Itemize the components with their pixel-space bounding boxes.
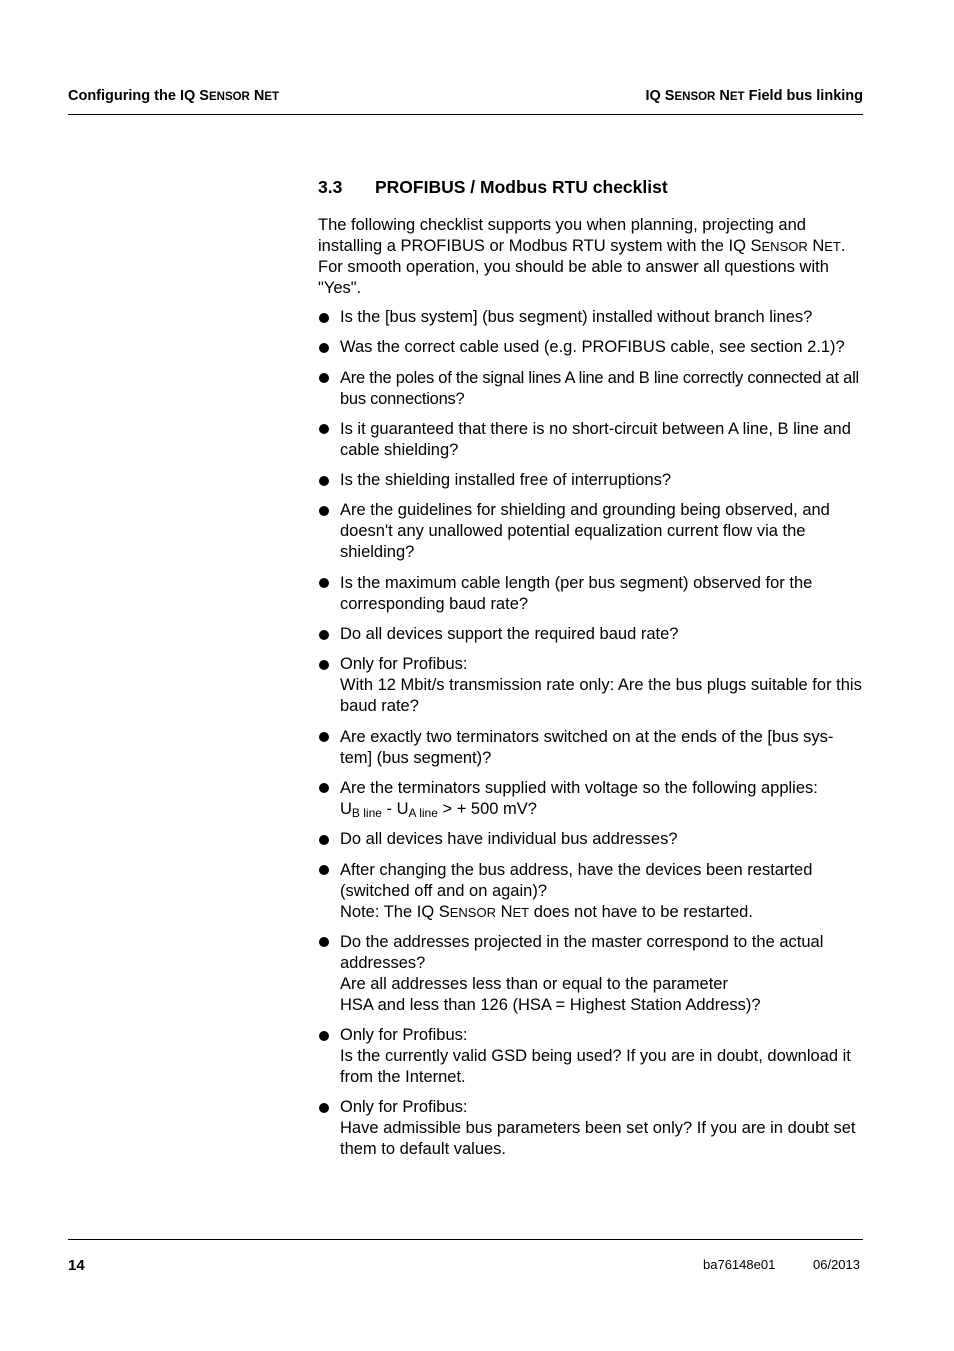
checklist — [318, 307, 866, 1160]
note-smallcaps-2: ET — [512, 904, 530, 920]
checklist-item-text-3: HSA and less than 126 (HSA = Highest Station Address)? — [340, 995, 761, 1014]
checklist-item — [318, 1097, 866, 1160]
checklist-item — [318, 307, 866, 328]
checklist-item — [318, 337, 866, 358]
intro-smallcaps-1: ENSOR — [761, 239, 808, 254]
page-number: 14 — [68, 1257, 85, 1274]
section-number: 3.3 — [318, 177, 343, 197]
checklist-item-text: After changing the bus address, have the devices been restarted (switched off and on again)? — [340, 860, 813, 900]
bullet-icon — [319, 937, 329, 947]
checklist-item-label: Only for Profibus: — [340, 1026, 468, 1045]
checklist-item-text: Are the guidelines for shielding and grounding being observed, and doesn't any unallowed potential equalization current flow via the shielding? — [340, 501, 830, 562]
bullet-icon — [319, 476, 329, 486]
bullet-icon — [319, 1031, 329, 1041]
bullet-icon — [319, 578, 329, 588]
bullet-icon — [319, 373, 329, 383]
bullet-icon — [319, 732, 329, 742]
checklist-item — [318, 1025, 866, 1088]
intro-text-2: N — [807, 237, 825, 255]
intro-paragraph — [318, 215, 866, 299]
checklist-item — [318, 573, 866, 615]
formula-u-b: U — [340, 799, 352, 818]
checklist-item — [318, 624, 866, 645]
running-header-right — [645, 87, 863, 106]
note-smallcaps-1: ENSOR — [449, 904, 496, 920]
checklist-item — [318, 932, 866, 1016]
header-left-mid: N — [249, 88, 265, 104]
checklist-item-text: With 12 Mbit/s transmission rate only: Are the bus plugs suitable for this baud rate? — [340, 676, 862, 716]
checklist-item-text: Are the terminators supplied with voltage so the following applies: — [340, 778, 818, 797]
header-rule — [68, 114, 863, 115]
intro-smallcaps-2: ET — [824, 239, 841, 254]
running-header-left — [68, 87, 279, 106]
note-mid: N — [495, 902, 513, 921]
checklist-item-text: Is the [bus system] (bus segment) installed without branch lines? — [340, 308, 813, 326]
note-prefix: Note: The IQ S — [340, 902, 450, 921]
bullet-icon — [319, 865, 329, 875]
checklist-item-label: Only for Profibus: — [340, 1098, 468, 1117]
bullet-icon — [319, 1103, 329, 1113]
checklist-item — [318, 829, 866, 850]
checklist-item-text: Are exactly two terminators switched on at the ends of the [bus sys- — [340, 727, 834, 746]
checklist-item-text: Do all devices have individual bus addresses? — [340, 830, 678, 849]
header-right-mid: N — [715, 88, 730, 104]
intro-text-3: . For smooth operation, you should be able to answer all questions with "Yes". — [318, 237, 846, 297]
checklist-item-text: Are the poles of the signal lines A line and B line correctly connected at all bus connections? — [340, 368, 859, 408]
bullet-icon — [319, 506, 329, 516]
bullet-icon — [319, 343, 329, 353]
bullet-icon — [319, 630, 329, 640]
checklist-item-text: Do all devices support the required baud rate? — [340, 625, 679, 644]
formula-end: > + 500 mV? — [437, 799, 537, 818]
bullet-icon — [319, 424, 329, 434]
checklist-item-text: Was the correct cable used (e.g. PROFIBUS cable, see section 2.1)? — [340, 338, 845, 357]
checklist-item — [318, 727, 866, 769]
checklist-item-text-2: Are all addresses less than or equal to the parameter — [340, 974, 728, 993]
checklist-item-text: Do the addresses projected in the master correspond to the actual addresses? — [340, 932, 824, 972]
restart-note — [340, 903, 753, 921]
checklist-item-text: Is the currently valid GSD being used? If you are in doubt, download it from the Internet. — [340, 1047, 851, 1087]
checklist-item — [318, 500, 866, 563]
document-date: 06/2013 — [813, 1257, 860, 1272]
bullet-icon — [319, 783, 329, 793]
checklist-item — [318, 778, 866, 820]
bullet-icon — [319, 313, 329, 323]
section-title: PROFIBUS / Modbus RTU checklist — [375, 177, 668, 197]
section-body — [318, 215, 866, 1170]
checklist-item-text: Is it guaranteed that there is no short-circuit between A line, B line and cable shielding? — [340, 419, 851, 459]
header-left-smallcaps-1: ENSOR — [208, 91, 250, 103]
document-code: ba76148e01 — [703, 1257, 776, 1272]
intro-text-1: The following checklist supports you when planning, projecting and installing a PROFIBUS or Modbus RTU system with the IQ S — [318, 216, 806, 255]
bullet-icon — [319, 835, 329, 845]
section-heading — [318, 177, 668, 198]
footer-rule — [68, 1239, 863, 1240]
formula-sub-b-line: B line — [351, 805, 382, 820]
checklist-item-text-continued: tem] (bus segment)? — [340, 748, 492, 767]
checklist-item — [318, 419, 866, 461]
bullet-icon — [319, 660, 329, 670]
header-right-smallcaps-2: ET — [729, 91, 745, 103]
checklist-item-text: Is the shielding installed free of interruptions? — [340, 471, 672, 490]
checklist-item-text: Have admissible bus parameters been set only? If you are in doubt set them to default values. — [340, 1119, 856, 1159]
checklist-item-label: Only for Profibus: — [340, 655, 468, 674]
header-right-suffix: Field bus linking — [744, 88, 863, 104]
checklist-item — [318, 368, 866, 410]
header-right-smallcaps-1: ENSOR — [674, 91, 716, 103]
header-right-prefix: IQ S — [645, 88, 675, 104]
formula-sub-a-line: A line — [408, 805, 438, 820]
checklist-item-text: Is the maximum cable length (per bus segment) observed for the corresponding baud rate? — [340, 573, 813, 613]
formula-minus-u: - U — [381, 799, 409, 818]
checklist-item — [318, 654, 866, 717]
note-suffix: does not have to be restarted. — [529, 902, 753, 921]
checklist-item — [318, 470, 866, 491]
header-left-smallcaps-2: ET — [264, 91, 280, 103]
voltage-formula — [340, 800, 537, 818]
checklist-item — [318, 860, 866, 923]
header-left-prefix: Configuring the IQ S — [68, 88, 209, 104]
